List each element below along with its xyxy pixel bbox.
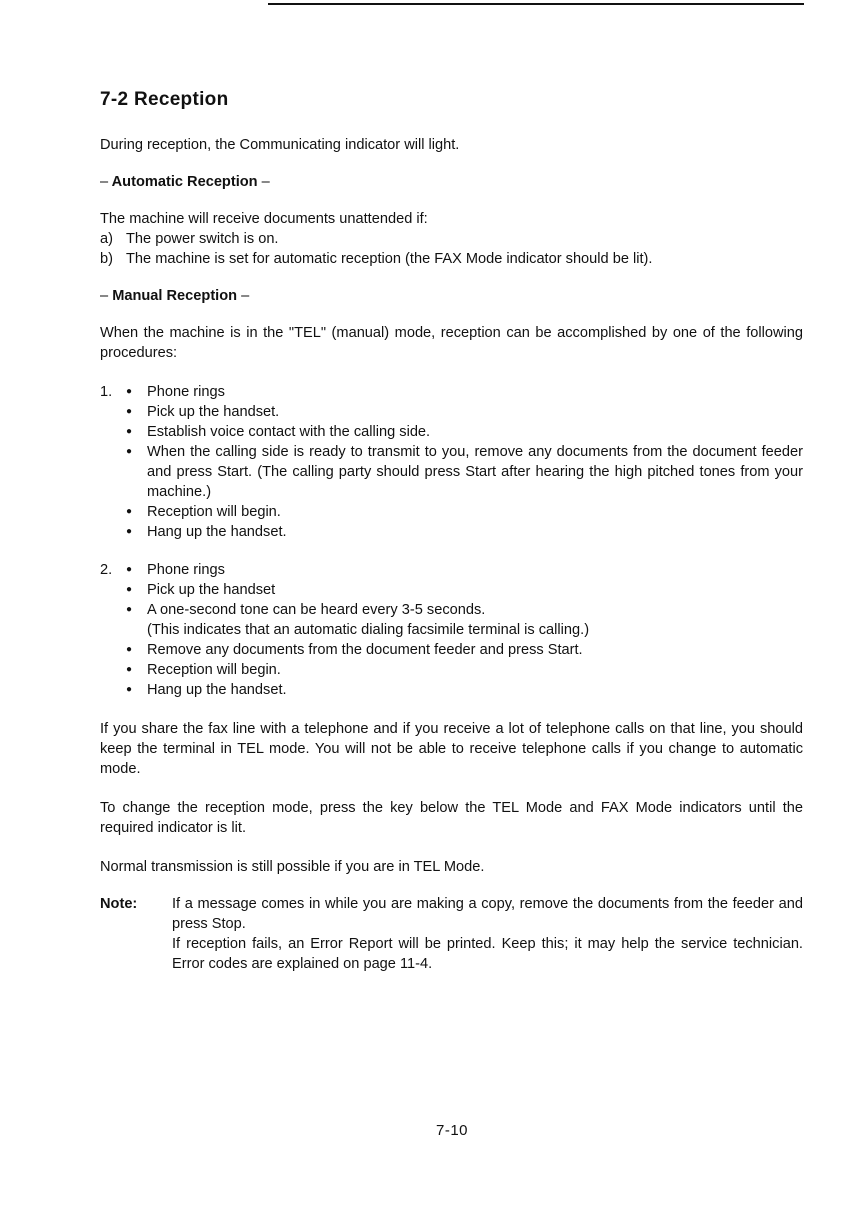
bullet-icon: ● <box>126 644 133 655</box>
dash: – <box>100 174 109 190</box>
condition-label: a) <box>100 231 113 247</box>
manual-lead: When the machine is in the "TEL" (manual) mode, reception can be accomplished by one of the following procedures: <box>100 325 803 361</box>
list-item <box>126 442 803 502</box>
step-text: Pick up the handset. <box>147 404 280 420</box>
list-item <box>126 580 803 600</box>
condition-text: The machine is set for automatic reception (the FAX Mode indicator should be lit). <box>126 251 653 267</box>
condition-list <box>100 229 803 269</box>
dash: – <box>100 288 109 304</box>
intro-text: During reception, the Communicating indicator will light. <box>100 137 460 153</box>
note-block <box>100 894 803 974</box>
condition-label: b) <box>100 251 113 267</box>
share-line-paragraph: If you share the fax line with a telephone and if you receive a lot of telephone calls on that line, you should keep the terminal in TEL mode. You will not be able to receive telephone calls if you change to automatic mode. <box>100 721 803 777</box>
step-text: Reception will begin. <box>147 662 281 678</box>
condition-item <box>100 229 803 249</box>
tone-note: (This indicates that an automatic dialing facsimile terminal is calling.) <box>147 622 590 638</box>
note-label: Note: <box>100 896 138 912</box>
list-item <box>126 640 803 660</box>
step-text: Phone rings <box>147 384 225 400</box>
bullet-icon: ● <box>126 684 133 695</box>
step-text: Establish voice contact with the calling side. <box>147 424 431 440</box>
bullet-icon: ● <box>126 406 133 417</box>
list-item <box>126 502 803 522</box>
procedure-1 <box>100 382 803 542</box>
step-text: Hang up the handset. <box>147 524 287 540</box>
change-mode-paragraph: To change the reception mode, press the key below the TEL Mode and FAX Mode indicators until the required indicator is lit. <box>100 800 803 836</box>
dash: – <box>241 288 250 304</box>
dash: – <box>261 174 270 190</box>
top-rule <box>268 3 804 5</box>
step-text: Pick up the handset <box>147 582 276 598</box>
bullet-icon: ● <box>126 446 133 457</box>
bullet-icon: ● <box>126 584 133 595</box>
tone-step: A one-second tone can be heard every 3-5 seconds. <box>147 602 486 618</box>
condition-item <box>100 249 803 269</box>
list-item <box>126 560 803 580</box>
note-line: If reception fails, an Error Report will be printed. Keep this; it may help the service technician. Error codes are explained on page 11-4. <box>172 936 803 972</box>
automatic-reception-title: Automatic Reception <box>111 174 258 190</box>
manual-reception-title: Manual Reception <box>112 288 238 304</box>
note-body <box>172 894 803 974</box>
step-text: Hang up the handset. <box>147 682 287 698</box>
procedure-2 <box>100 560 803 700</box>
list-item <box>126 402 803 422</box>
procedure-number: 1. <box>100 384 113 400</box>
normal-transmission-paragraph: Normal transmission is still possible if you are in TEL Mode. <box>100 859 485 875</box>
step-text <box>147 600 803 640</box>
list-item <box>126 680 803 700</box>
bullet-icon: ● <box>126 506 133 517</box>
list-item <box>126 422 803 442</box>
bullet-icon: ● <box>126 386 133 397</box>
manual-reception-heading <box>100 286 803 306</box>
bullet-icon: ● <box>126 604 133 615</box>
list-item <box>126 522 803 542</box>
step-text: When the calling side is ready to transmit to you, remove any documents from the document feeder and press Start. (The calling party should press Start after hearing the high pitched tones from your machine.) <box>147 444 803 500</box>
step-text: Phone rings <box>147 562 225 578</box>
automatic-reception-heading <box>100 172 803 192</box>
list-item <box>126 660 803 680</box>
procedure-steps <box>126 560 803 700</box>
step-text: Reception will begin. <box>147 504 281 520</box>
automatic-lead: The machine will receive documents unattended if: <box>100 211 428 227</box>
procedure-number: 2. <box>100 562 113 578</box>
section-title: 7-2 Reception <box>100 89 229 110</box>
procedure-steps <box>126 382 803 542</box>
bullet-icon: ● <box>126 526 133 537</box>
bullet-icon: ● <box>126 664 133 675</box>
bullet-icon: ● <box>126 426 133 437</box>
note-line: If a message comes in while you are making a copy, remove the documents from the feeder and press Stop. <box>172 896 803 932</box>
document-page <box>100 88 803 974</box>
step-text: Remove any documents from the document feeder and press Start. <box>147 642 583 658</box>
list-item <box>126 382 803 402</box>
bullet-icon: ● <box>126 564 133 575</box>
page-number: 7-10 <box>435 1122 469 1139</box>
condition-text: The power switch is on. <box>126 231 279 247</box>
list-item <box>126 600 803 640</box>
